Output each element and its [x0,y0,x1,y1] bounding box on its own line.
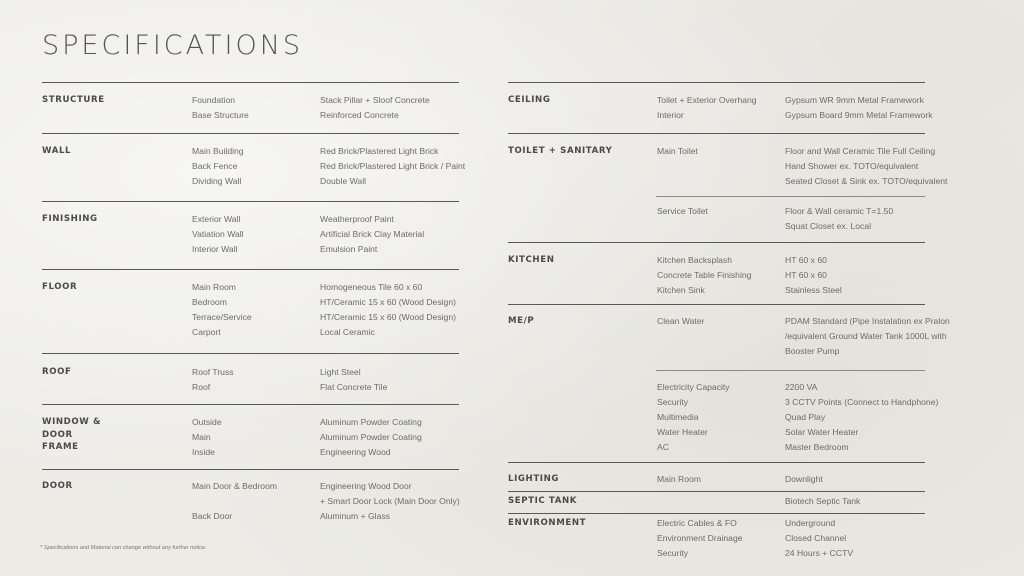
spec-value: Light Steel [320,367,361,377]
section-category: WALL [42,146,72,156]
spec-value: Gypsum Board 9mm Metal Framework [785,110,933,120]
spec-row [508,531,925,546]
spec-item: Main Room [657,474,701,484]
spec-value: Master Bedroom [785,442,849,452]
section-me-p [508,305,950,462]
spec-value: Downlight [785,474,823,484]
spec-row [42,174,459,189]
spec-item: Electricity Capacity [657,382,730,392]
spec-item: Main Building [192,146,244,156]
spec-row [508,283,925,298]
spec-item: Back Door [192,511,233,521]
spec-item: Environment Drainage [657,533,743,543]
spec-value: Underground [785,518,836,528]
spec-value: Flat Concrete Tile [320,382,388,392]
spec-row [508,268,925,283]
spec-item: Terrace/Service [192,312,252,322]
subsection-divider [656,370,925,371]
section-category: DOOR [42,481,73,491]
spec-value: Seated Closet & Sink ex. TOTO/equivalent [785,176,948,186]
section-category: CEILING [508,95,551,105]
spec-row [42,494,459,509]
spec-value: Floor & Wall ceramic T=1.50 [785,206,894,216]
spec-row [42,310,459,325]
spec-value: Hand Shower ex. TOTO/equivalent [785,161,919,171]
spec-item: Dividing Wall [192,176,242,186]
section-septic-tank [508,492,925,513]
spec-item: Main Toilet [657,146,698,156]
section-category: SEPTIC TANK [508,496,578,506]
spec-row [42,108,459,123]
spec-value: Booster Pump [785,346,840,356]
spec-item: Exterior Wall [192,214,241,224]
spec-value: /equivalent Ground Water Tank 1000L with [785,331,947,341]
spec-value: Double Wall [320,176,367,186]
spec-value: Closed Channel [785,533,847,543]
spec-item: Outside [192,417,222,427]
spec-value: Red Brick/Plastered Light Brick [320,146,439,156]
spec-item: Interior [657,110,684,120]
spec-item: Bedroom [192,297,227,307]
spec-row [508,440,925,455]
spec-row [42,295,459,310]
spec-item: Electric Cables & FO [657,518,737,528]
section-environment [508,514,925,561]
spec-value: Aluminum Powder Coating [320,432,422,442]
spec-value: Emulsion Paint [320,244,378,254]
spec-value: Weatherproof Paint [320,214,394,224]
section-category: FINISHING [42,214,98,224]
spec-item: Interior Wall [192,244,238,254]
section-kitchen [508,243,925,304]
spec-value: PDAM Standard (Pipe Instalation ex Pralon [785,316,950,326]
spec-item: Toilet + Exterior Overhang [657,95,757,105]
spec-row [42,93,459,108]
spec-item: Vatiation Wall [192,229,244,239]
section-category: ME/P [508,316,535,326]
spec-value: Solar Water Heater [785,427,859,437]
spec-item: Main Door & Bedroom [192,481,278,491]
spec-row [508,219,925,234]
section-toilet-sanitary [508,134,948,242]
spec-value: Aluminum + Glass [320,511,390,521]
spec-row [42,212,459,227]
section-lighting [508,463,925,491]
spec-row [508,472,925,487]
spec-row [42,242,459,257]
spec-value: Floor and Wall Ceramic Tile Full Ceiling [785,146,936,156]
section-category: STRUCTURE [42,95,105,105]
spec-row [508,395,939,410]
spec-row [42,325,459,340]
spec-row [42,479,459,494]
spec-row [508,546,925,561]
spec-item: Clean Water [657,316,705,326]
section-wall [42,134,466,201]
spec-value: + Smart Door Lock (Main Door Only) [320,496,460,506]
spec-value: Local Ceramic [320,327,375,337]
section-category: ENVIRONMENT [508,518,587,528]
spec-item: Security [657,397,689,407]
section-category: KITCHEN [508,255,555,265]
spec-row [42,509,459,524]
spec-value: 24 Hours + CCTV [785,548,854,558]
spec-value: Engineering Wood [320,447,391,457]
section-finishing [42,202,459,269]
footnote: * Specifications and Material can change without any further notice. [40,545,207,551]
page-title: SPECIFICATIONS [42,30,304,61]
spec-value: HT 60 x 60 [785,270,827,280]
spec-value: HT/Ceramic 15 x 60 (Wood Design) [320,297,456,307]
spec-value: Engineering Wood Door [320,481,412,491]
spec-value: Gypsum WR 9mm Metal Framework [785,95,924,105]
spec-value: Stainless Steel [785,285,842,295]
section-ceiling [508,83,933,133]
spec-value: Reinforced Concrete [320,110,399,120]
spec-value: Biotech Septic Tank [785,496,861,506]
spec-row [508,174,948,189]
spec-row [42,415,459,430]
spec-value: Aluminum Powder Coating [320,417,422,427]
section-floor [42,270,459,353]
spec-row [508,144,936,159]
spec-item: Main [192,432,211,442]
left-spec-column [42,82,466,524]
right-spec-column [508,82,950,561]
spec-value: Squat Closet ex. Local [785,221,871,231]
spec-row [42,144,459,159]
spec-item: Concrete Table Finishing [657,270,752,280]
spec-item: Carport [192,327,221,337]
spec-item: Back Fence [192,161,238,171]
spec-item: Roof [192,382,211,392]
spec-value: Red Brick/Plastered Light Brick / Paint [320,161,466,171]
spec-item: Water Heater [657,427,708,437]
spec-item: Service Toilet [657,206,708,216]
spec-item: Kitchen Sink [657,285,705,295]
spec-row [42,445,459,460]
spec-item: AC [657,442,669,452]
spec-item: Multimedia [657,412,699,422]
spec-value: 3 CCTV Points (Connect to Handphone) [785,397,939,407]
spec-row [42,380,459,395]
section-category: TOILET + SANITARY [508,146,613,156]
section-structure [42,83,459,133]
spec-item: Base Structure [192,110,249,120]
spec-row [508,253,925,268]
spec-value: Stack Pillar + Sloof Concrete [320,95,430,105]
spec-value: Homogeneous Tile 60 x 60 [320,282,423,292]
spec-item: Inside [192,447,215,457]
spec-item: Main Room [192,282,236,292]
spec-value: HT/Ceramic 15 x 60 (Wood Design) [320,312,456,322]
spec-row [42,365,459,380]
section-category: ROOF [42,367,72,377]
spec-row [508,516,925,531]
spec-value: Quad Play [785,412,826,422]
spec-row [508,159,925,174]
spec-row [508,108,933,123]
spec-item: Roof Truss [192,367,234,377]
spec-row [42,227,459,242]
spec-row [508,344,925,359]
spec-row [508,410,925,425]
spec-row [508,314,950,329]
spec-value: HT 60 x 60 [785,255,827,265]
spec-item: Foundation [192,95,236,105]
section-door [42,470,459,524]
spec-value: Artificial Brick Clay Material [320,229,425,239]
spec-value: 2200 VA [785,382,818,392]
section-category: LIGHTING [508,474,560,484]
spec-row [508,425,925,440]
spec-row [508,204,925,219]
spec-row [508,380,925,395]
spec-row [508,329,947,344]
spec-row [42,430,459,445]
section-category: WINDOW & DOOR FRAME [42,417,102,452]
spec-row [42,280,459,295]
spec-item: Security [657,548,689,558]
spec-row [508,494,925,509]
section-category: FLOOR [42,282,78,292]
spec-row [508,93,925,108]
subsection-divider [656,196,925,197]
spec-row [42,159,466,174]
spec-item: Kitchen Backsplash [657,255,732,265]
section-window-door-frame [42,405,459,469]
section-roof [42,354,459,404]
